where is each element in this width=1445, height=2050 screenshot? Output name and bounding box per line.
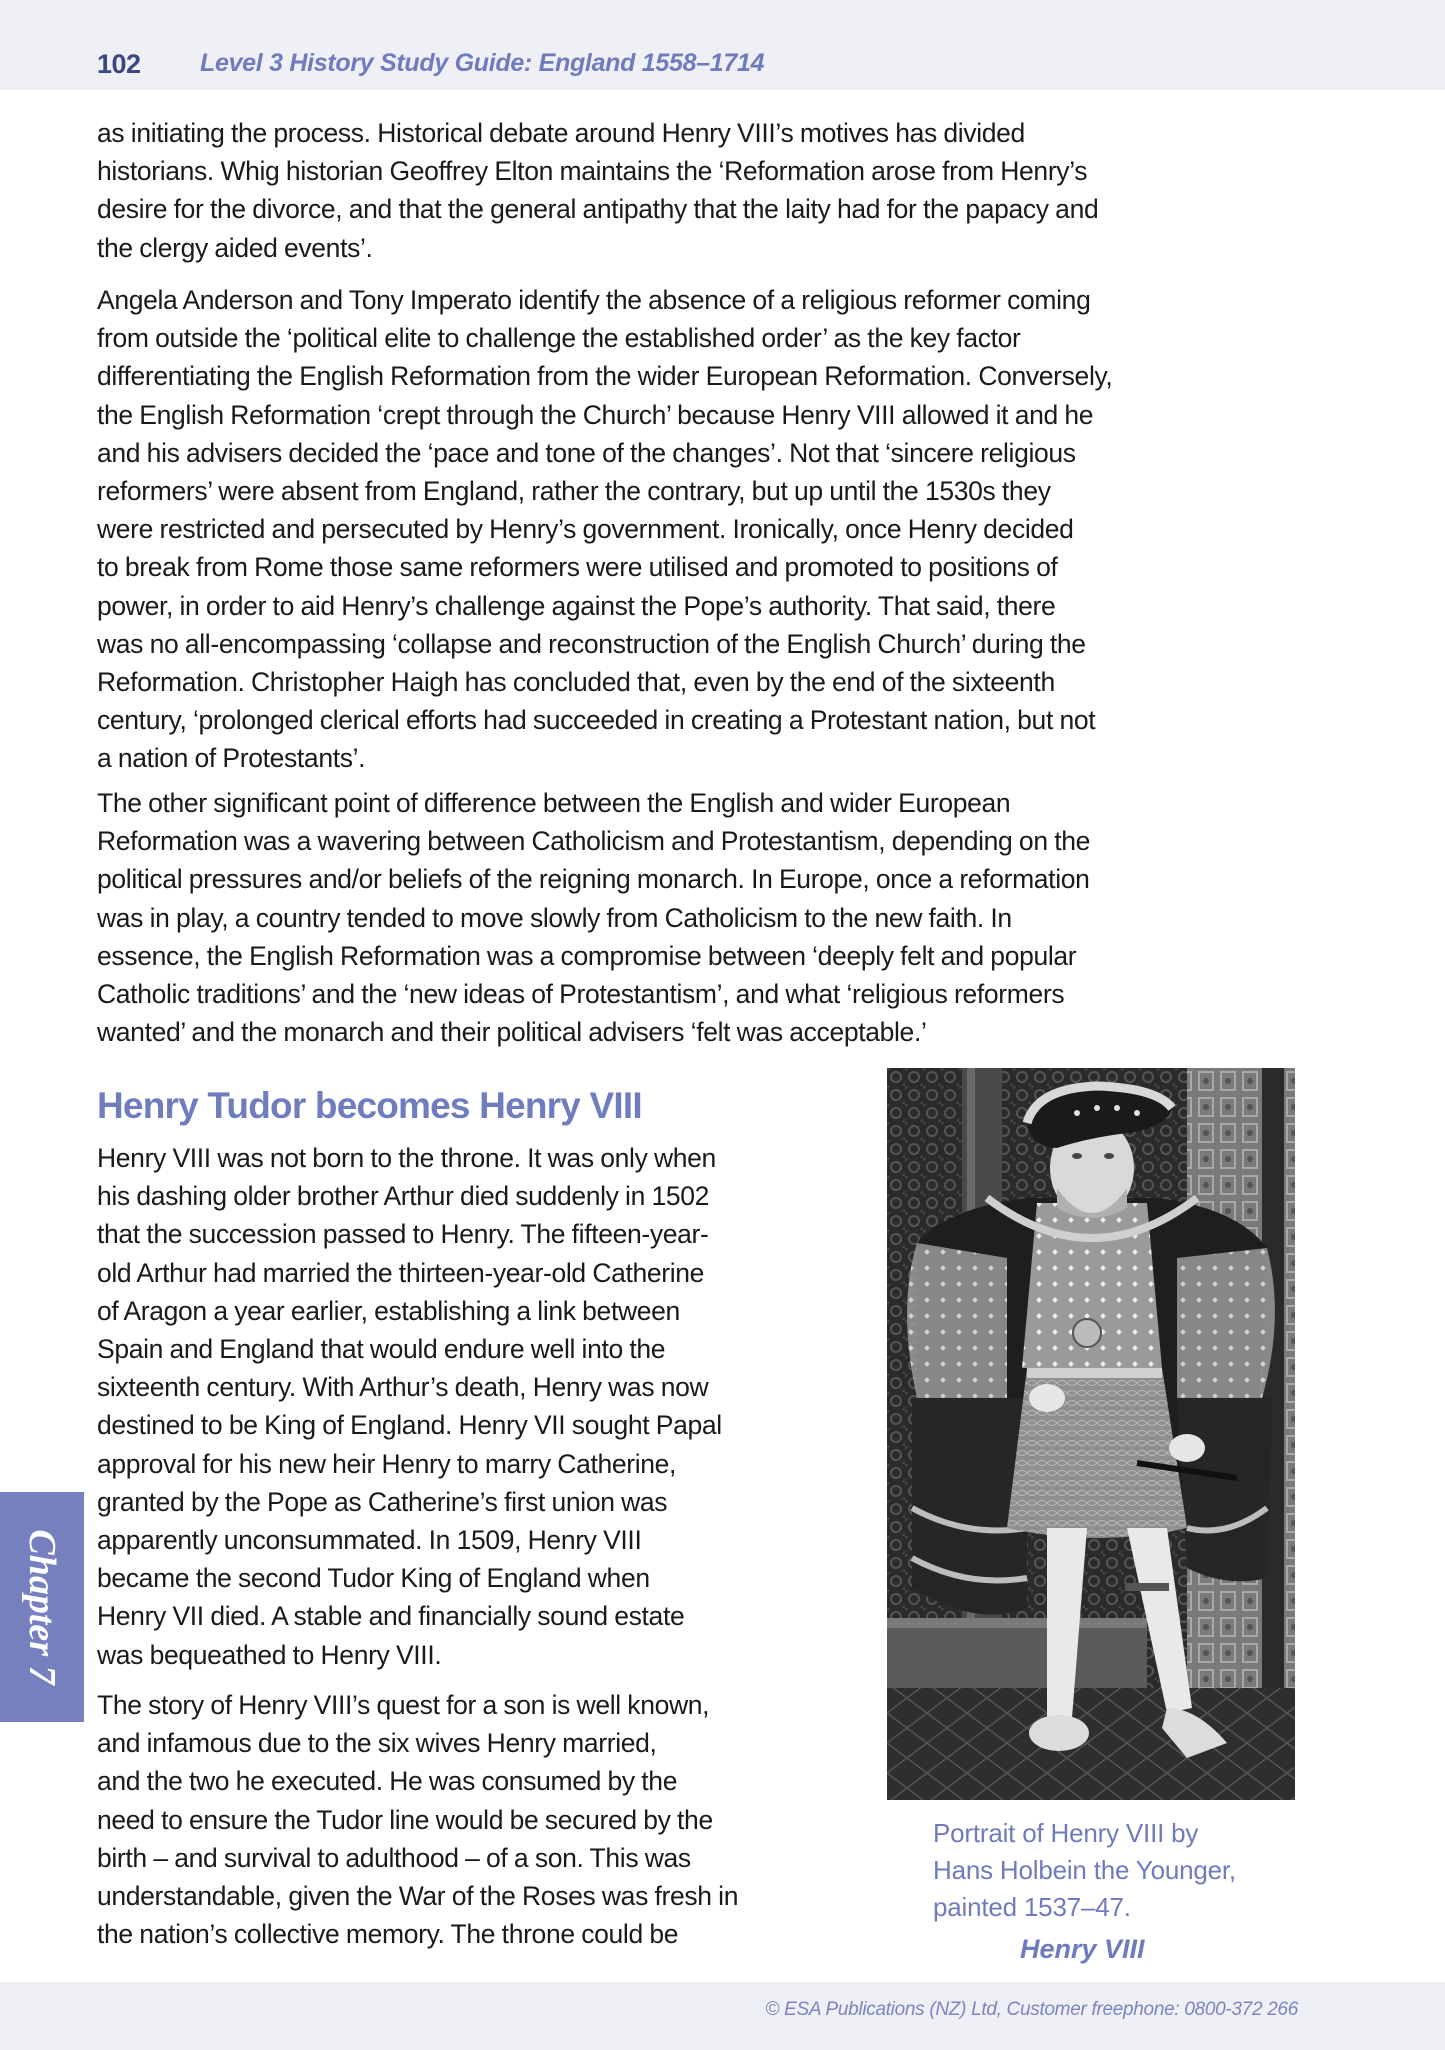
paragraph-elton [97, 114, 1297, 267]
text-line: Reformation was a wavering between Catholicism and Protestantism, depending on the [97, 826, 1091, 857]
text-line: as initiating the process. Historical debate around Henry VIII’s motives has divided [97, 118, 1025, 148]
text-line: Angela Anderson and Tony Imperato identify the absence of a religious reformer coming [97, 285, 1091, 315]
portrait-image [887, 1068, 1295, 1800]
caption-line: Hans Holbein the Younger, [933, 1855, 1236, 1885]
text-line: historians. Whig historian Geoffrey Elton maintains the ‘Reformation arose from Henry’s [97, 156, 1088, 187]
text-line: from outside the ‘political elite to challenge the established order’ as the key factor [97, 323, 1021, 354]
portrait-illustration [887, 1068, 1295, 1800]
text-line: The story of Henry VIII’s quest for a son is well known, [97, 1690, 710, 1720]
footer-copyright: © ESA Publications (NZ) Ltd, Customer freephone: 0800-372 266 [765, 1999, 1298, 2020]
text-line: desire for the divorce, and that the general antipathy that the laity had for the papacy and [97, 194, 1099, 225]
text-line: the clergy aided events’. [97, 232, 373, 263]
running-title: Level 3 History Study Guide: England 1558–1714 [200, 49, 765, 77]
text-line: and infamous due to the six wives Henry married, [97, 1728, 657, 1759]
text-line: was bequeathed to Henry VIII. [97, 1639, 442, 1670]
page-number: 102 [97, 49, 141, 79]
text-line: sixteenth century. With Arthur’s death, Henry was now [97, 1372, 709, 1403]
paragraph-anderson-imperato [97, 281, 1297, 778]
text-line: apparently unconsummated. In 1509, Henry VIII [97, 1525, 642, 1556]
paragraph-quest-for-son [97, 1686, 857, 1953]
section-heading: Henry Tudor becomes Henry VIII [97, 1085, 642, 1126]
text-line: Reformation. Christopher Haigh has concluded that, even by the end of the sixteenth [97, 667, 1055, 698]
text-line: birth – and survival to adulthood – of a son. This was [97, 1842, 691, 1873]
text-line: was no all-encompassing ‘collapse and reconstruction of the English Church’ during the [97, 628, 1086, 659]
text-line: became the second Tudor King of England when [97, 1563, 650, 1594]
text-line: political pressures and/or beliefs of the reigning monarch. In Europe, once a reformation [97, 864, 1090, 895]
text-line: to break from Rome those same reformers were utilised and promoted to positions of [97, 552, 1058, 583]
figure-caption [933, 1815, 1293, 1926]
text-line: century, ‘prolonged clerical efforts had succeeded in creating a Protestant nation, but not [97, 705, 1096, 736]
text-line: Spain and England that would endure well into the [97, 1334, 666, 1365]
text-line: granted by the Pope as Catherine’s first union was [97, 1486, 668, 1517]
text-line: that the succession passed to Henry. The fifteen-year- [97, 1219, 709, 1250]
text-line: Henry VIII was not born to the throne. It was only when [97, 1143, 716, 1173]
text-line: of Aragon a year earlier, establishing a link between [97, 1295, 680, 1326]
text-line: were restricted and persecuted by Henry’s government. Ironically, once Henry decided [97, 514, 1074, 545]
text-line: understandable, given the War of the Roses was fresh in [97, 1881, 739, 1912]
text-line: differentiating the English Reformation from the wider European Reformation. Conversely, [97, 361, 1113, 392]
text-line: the English Reformation ‘crept through the Church’ because Henry VIII allowed it and he [97, 399, 1094, 430]
text-line: approval for his new heir Henry to marry Catherine, [97, 1448, 677, 1479]
text-line: power, in order to aid Henry’s challenge against the Pope’s authority. That said, there [97, 590, 1056, 621]
text-line: The other significant point of difference between the English and wider European [97, 788, 1011, 818]
text-line: the nation’s collective memory. The throne could be [97, 1919, 679, 1950]
chapter-tab [0, 1492, 84, 1722]
paragraph-succession [97, 1139, 857, 1674]
text-line: reformers’ were absent from England, rather the contrary, but up until the 1530s they [97, 476, 1051, 507]
caption-line: painted 1537–47. [933, 1892, 1131, 1922]
text-line: essence, the English Reformation was a compromise between ‘deeply felt and popular [97, 940, 1077, 971]
text-line: and the two he executed. He was consumed by the [97, 1766, 678, 1797]
text-line: was in play, a country tended to move slowly from Catholicism to the new faith. In [97, 902, 1012, 933]
figure-title: Henry VIII [1020, 1934, 1145, 1964]
text-line: a nation of Protestants’. [97, 743, 366, 774]
chapter-label: Chapter 7 [21, 1529, 63, 1685]
text-line: his dashing older brother Arthur died suddenly in 1502 [97, 1181, 710, 1212]
text-line: old Arthur had married the thirteen-year-old Catherine [97, 1257, 705, 1288]
text-line: need to ensure the Tudor line would be secured by the [97, 1804, 713, 1835]
text-line: wanted’ and the monarch and their political advisers ‘felt was acceptable.’ [97, 1017, 927, 1048]
text-line: and his advisers decided the ‘pace and tone of the changes’. Not that ‘sincere religious [97, 437, 1076, 468]
text-line: destined to be King of England. Henry VII sought Papal [97, 1410, 722, 1441]
paragraph-difference [97, 784, 1297, 1051]
text-line: Catholic traditions’ and the ‘new ideas of Protestantism’, and what ‘religious reformers [97, 979, 1065, 1010]
text-line: Henry VII died. A stable and financially sound estate [97, 1601, 685, 1632]
caption-line: Portrait of Henry VIII by [933, 1818, 1199, 1848]
